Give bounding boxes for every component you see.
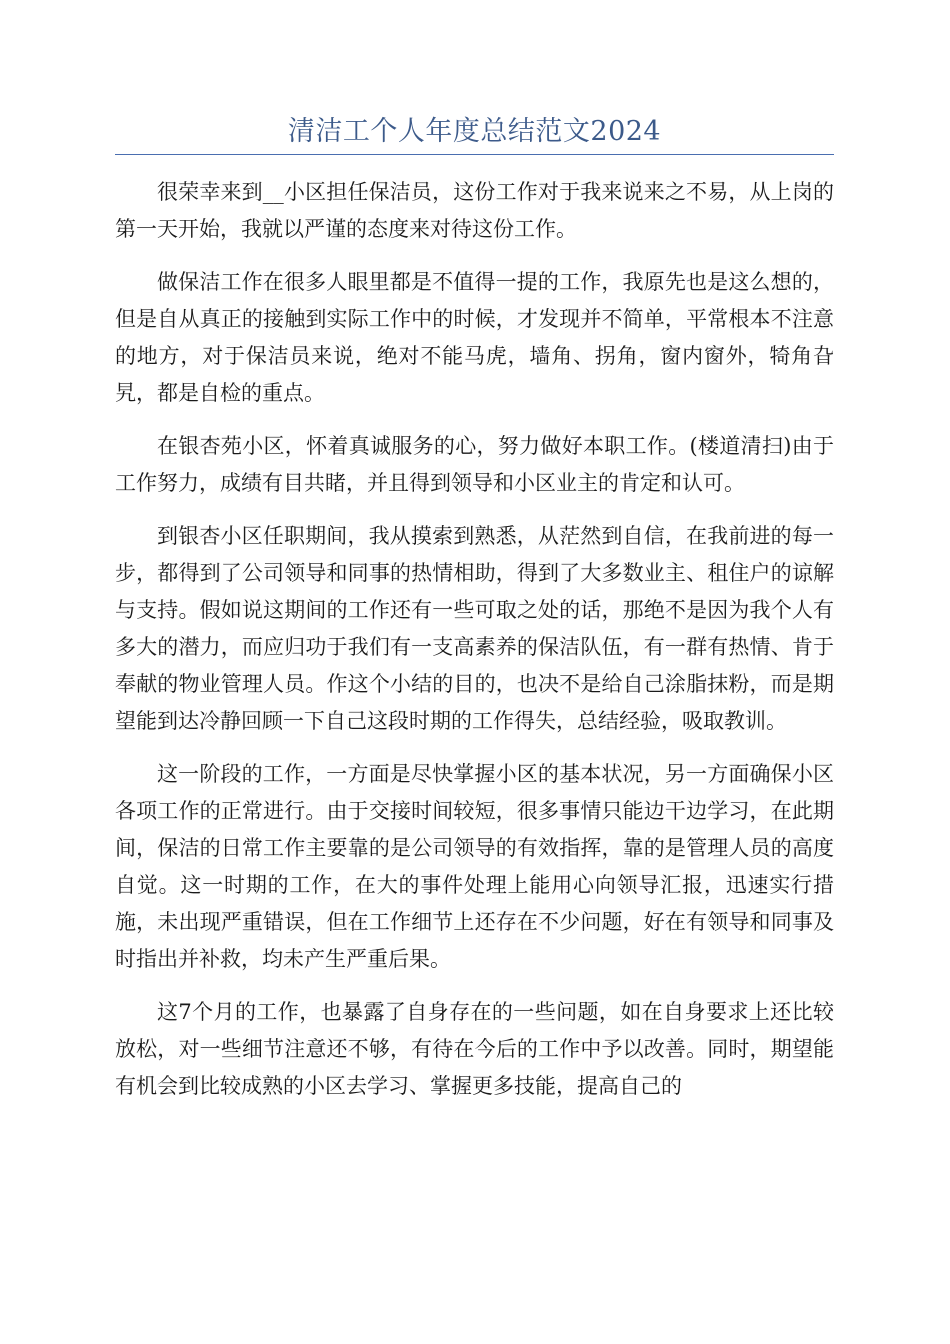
document-title: 清洁工个人年度总结范文2024	[287, 116, 662, 147]
title-underline	[115, 154, 834, 155]
paragraph: 在银杏苑小区，怀着真诚服务的心，努力做好本职工作。(楼道清扫)由于工作努力，成绩有目共睹，并且得到领导和小区业主的肯定和认可。	[115, 434, 834, 495]
paragraph: 这一阶段的工作，一方面是尽快掌握小区的基本状况，另一方面确保小区各项工作的正常进行。由于交接时间较短，很多事情只能边干边学习，在此期间，保洁的日常工作主要靠的是公司领导的有效指挥，靠的是管理人员的高度自觉。这一时期的工作，在大的事件处理上能用心向领导汇报，迅速实行措施，未出现严重错误，但在工作细节上还存在不少问题，好在有领导和同事及时指出并补救，均未产生严重后果。	[115, 762, 834, 971]
paragraph: 做保洁工作在很多人眼里都是不值得一提的工作，我原先也是这么想的，但是自从真正的接触到实际工作中的时候，才发现并不简单，平常根本不注意的地方，对于保洁员来说，绝对不能马虎，墙角、拐角，窗内窗外，犄角旮旯，都是自检的重点。	[115, 270, 834, 405]
paragraph: 这7个月的工作，也暴露了自身存在的一些问题，如在自身要求上还比较放松，对一些细节注意还不够，有待在今后的工作中予以改善。同时，期望能有机会到比较成熟的小区去学习、掌握更多技能，提高自己的	[115, 1000, 834, 1098]
paragraph: 到银杏小区任职期间，我从摸索到熟悉，从茫然到自信，在我前进的每一步，都得到了公司领导和同事的热情相助，得到了大多数业主、租住户的谅解与支持。假如说这期间的工作还有一些可取之处的话，那绝不是因为我个人有多大的潜力，而应归功于我们有一支高素养的保洁队伍，有一群有热情、肯于奉献的物业管理人员。作这个小结的目的，也决不是给自己涂脂抹粉，而是期望能到达冷静回顾一下自己这段时期的工作得失，总结经验，吸取教训。	[115, 524, 834, 733]
document-body	[115, 174, 834, 1121]
paragraph: 很荣幸来到__小区担任保洁员，这份工作对于我来说来之不易，从上岗的第一天开始，我就以严谨的态度来对待这份工作。	[115, 180, 834, 241]
